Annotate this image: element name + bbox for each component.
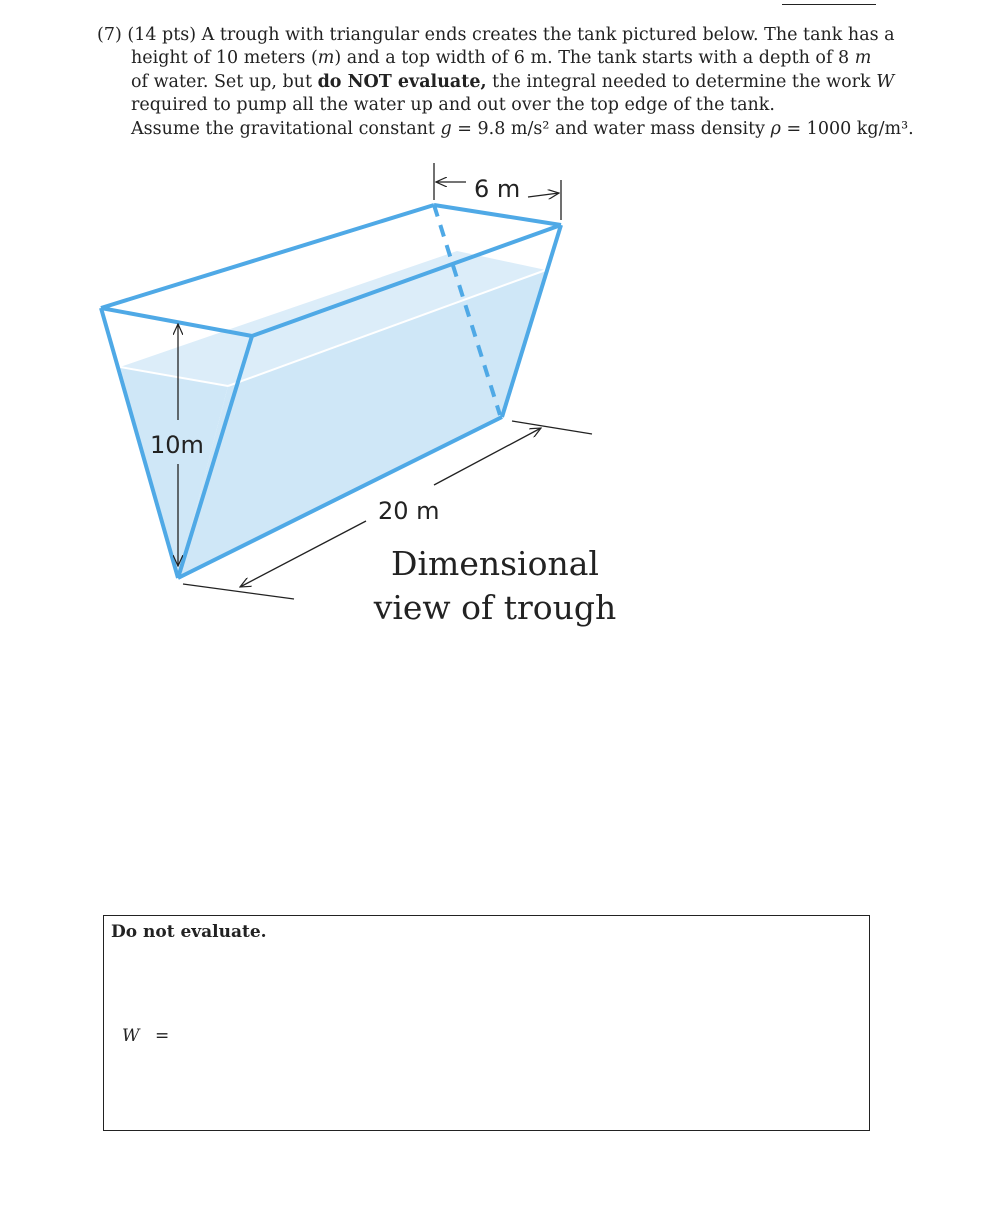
height-label: 10m [150, 431, 204, 459]
unit-m-2: m [854, 48, 872, 69]
answer-instruction: Do not evaluate. [111, 922, 267, 942]
problem-text-2a: height of 10 meters ( [131, 48, 318, 69]
density-value: = 1000 kg/m³. [780, 118, 914, 139]
problem-points: (14 pts) [127, 25, 197, 45]
top-rim-near-end [101, 308, 252, 336]
problem-text-3b: the integral needed to determine the work [486, 71, 877, 92]
problem-number: (7) [97, 25, 122, 45]
gravity-value: = 9.8 m/s² and water mass density [451, 118, 771, 139]
length-extension-far [512, 421, 592, 434]
problem-text-1: A trough with triangular ends creates the tank pictured below. The tank has a [201, 25, 895, 45]
do-not-evaluate-emphasis: do NOT evaluate, [317, 71, 487, 92]
gravity-symbol: g [440, 118, 452, 139]
problem-text-2b: ) and a top width of 6 m. The tank starts with a depth of 8 [334, 48, 855, 69]
top-width-label: 6 m [474, 175, 521, 203]
problem-text-3a: of water. Set up, but [131, 71, 318, 92]
work-answer-label: W [122, 1026, 140, 1046]
density-symbol: ρ [770, 118, 781, 139]
length-label: 20 m [378, 497, 440, 525]
work-answer-equals: = [155, 1026, 170, 1046]
figure-caption-line-2: view of trough [373, 588, 617, 627]
answer-box[interactable] [103, 915, 870, 1131]
unit-m: m [317, 48, 335, 69]
length-extension-near [183, 584, 294, 599]
work-symbol: W [876, 71, 895, 92]
top-width-arrow-right [528, 193, 559, 197]
problem-text-5a: Assume the gravitational constant [131, 118, 441, 139]
figure-caption-line-1: Dimensional [391, 544, 599, 583]
top-rim-far-end [434, 205, 561, 225]
problem-text-4: required to pump all the water up and out over the top edge of the tank. [131, 95, 775, 116]
